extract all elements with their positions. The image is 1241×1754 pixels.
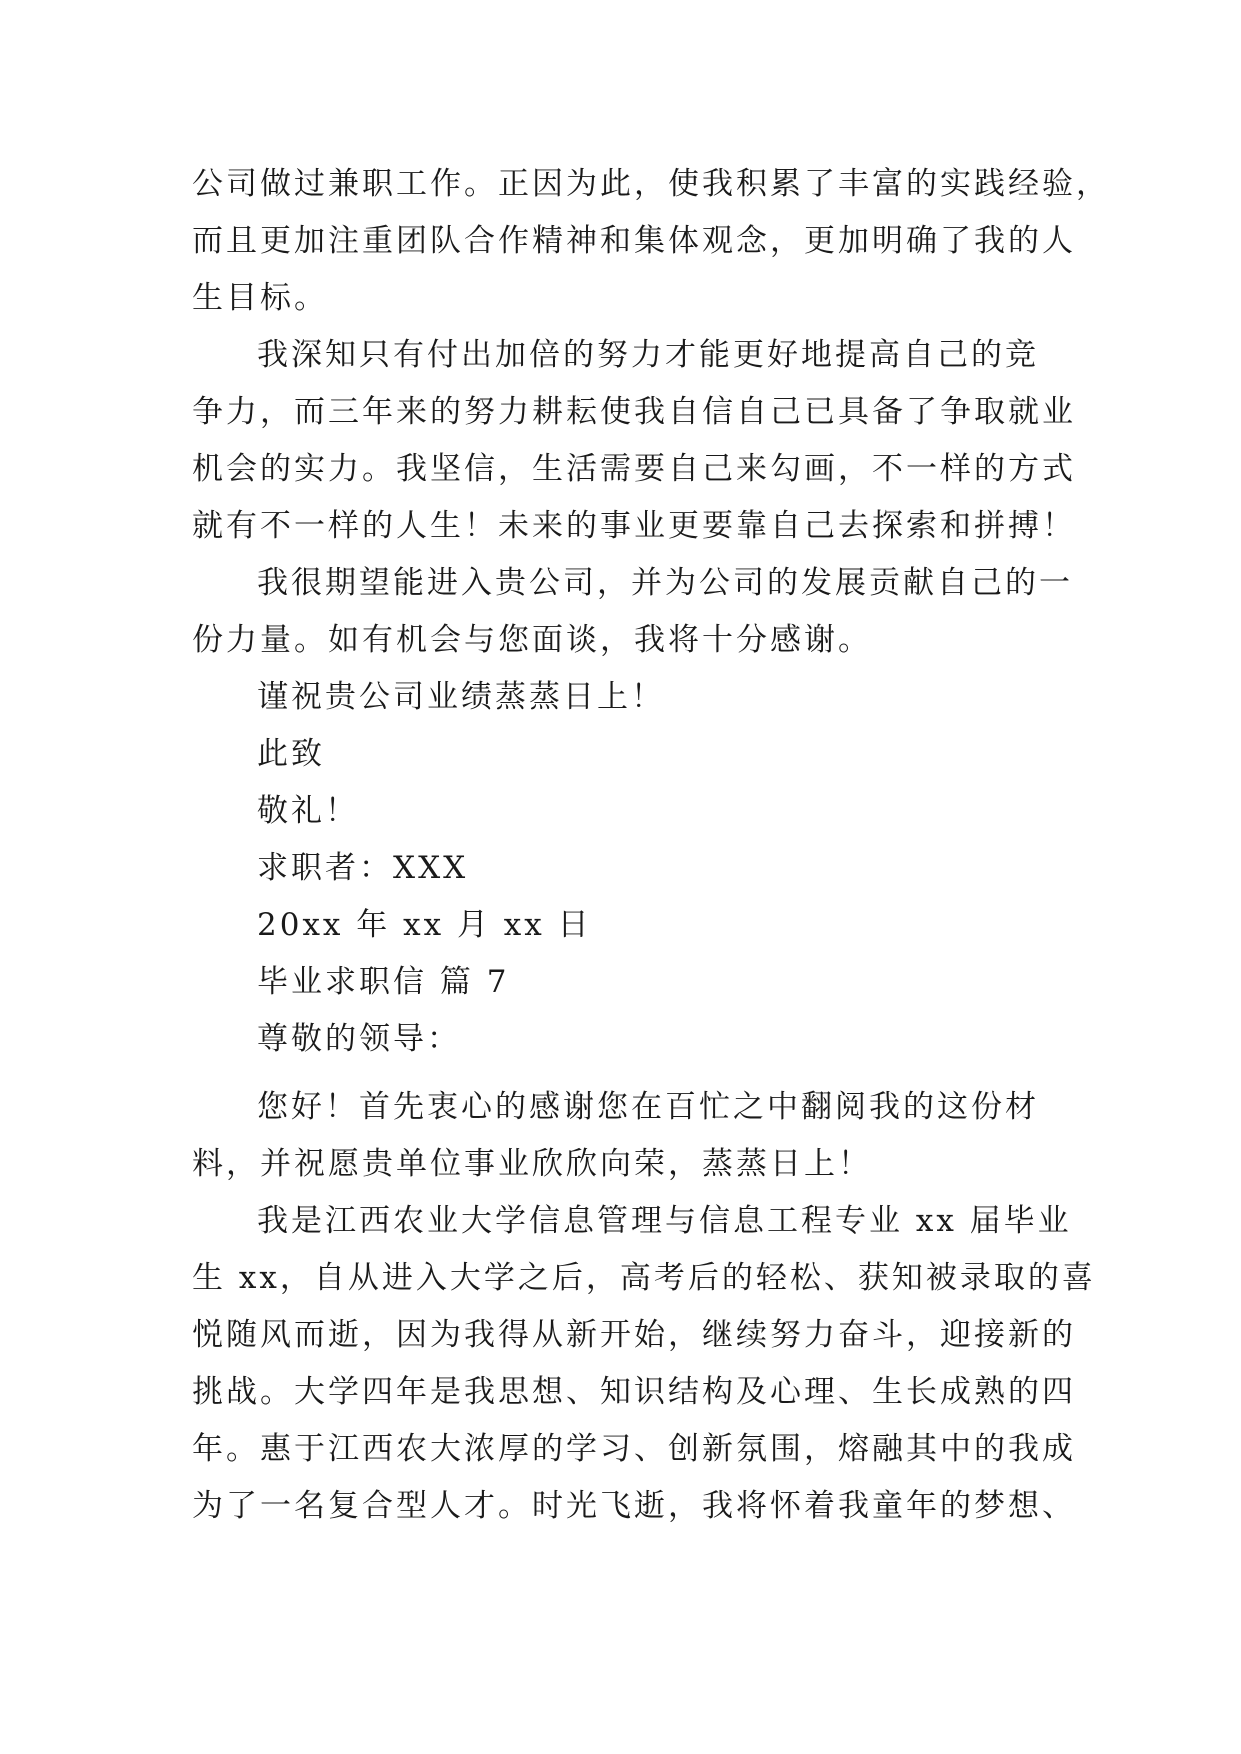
- text-line: 挑战。大学四年是我思想、知识结构及心理、生长成熟的四: [192, 1374, 1076, 1410]
- text-line: 而且更加注重团队合作精神和集体观念，更加明确了我的人: [192, 223, 1076, 259]
- text-line: 我很期望能进入贵公司，并为公司的发展贡献自己的一: [257, 565, 1073, 601]
- text-line: 我深知只有付出加倍的努力才能更好地提高自己的竞: [257, 337, 1039, 373]
- text-line: 求职者：XXX: [257, 850, 469, 886]
- text-line: 机会的实力。我坚信，生活需要自己来勾画，不一样的方式: [192, 451, 1076, 487]
- text-line: 敬礼！: [257, 793, 359, 829]
- text-line: 为了一名复合型人才。时光飞逝，我将怀着我童年的梦想、: [192, 1488, 1076, 1524]
- text-line: 就有不一样的人生！未来的事业更要靠自己去探索和拼搏！: [192, 508, 1076, 544]
- text-line: 您好！首先衷心的感谢您在百忙之中翻阅我的这份材: [257, 1089, 1039, 1125]
- text-line: 争力，而三年来的努力耕耘使我自信自己已具备了争取就业: [192, 394, 1076, 430]
- text-line: 悦随风而逝，因为我得从新开始，继续努力奋斗，迎接新的: [192, 1317, 1076, 1353]
- text-line: 尊敬的领导：: [257, 1021, 461, 1057]
- text-line: 年。惠于江西农大浓厚的学习、创新氛围，熔融其中的我成: [192, 1431, 1076, 1467]
- text-line: 份力量。如有机会与您面谈，我将十分感谢。: [192, 622, 872, 658]
- text-line: 我是江西农业大学信息管理与信息工程专业 xx 届毕业: [257, 1203, 1072, 1239]
- text-line: 生 xx，自从进入大学之后，高考后的轻松、获知被录取的喜: [192, 1260, 1096, 1296]
- text-line: 此致: [257, 736, 325, 772]
- text-line: 生目标。: [192, 280, 328, 316]
- text-line: 料，并祝愿贵单位事业欣欣向荣，蒸蒸日上！: [192, 1146, 872, 1182]
- text-line: 公司做过兼职工作。正因为此，使我积累了丰富的实践经验，: [192, 166, 1110, 202]
- text-line: 20xx 年 xx 月 xx 日: [257, 907, 592, 943]
- text-line: 谨祝贵公司业绩蒸蒸日上！: [257, 679, 665, 715]
- text-line: 毕业求职信 篇 7: [257, 964, 510, 1000]
